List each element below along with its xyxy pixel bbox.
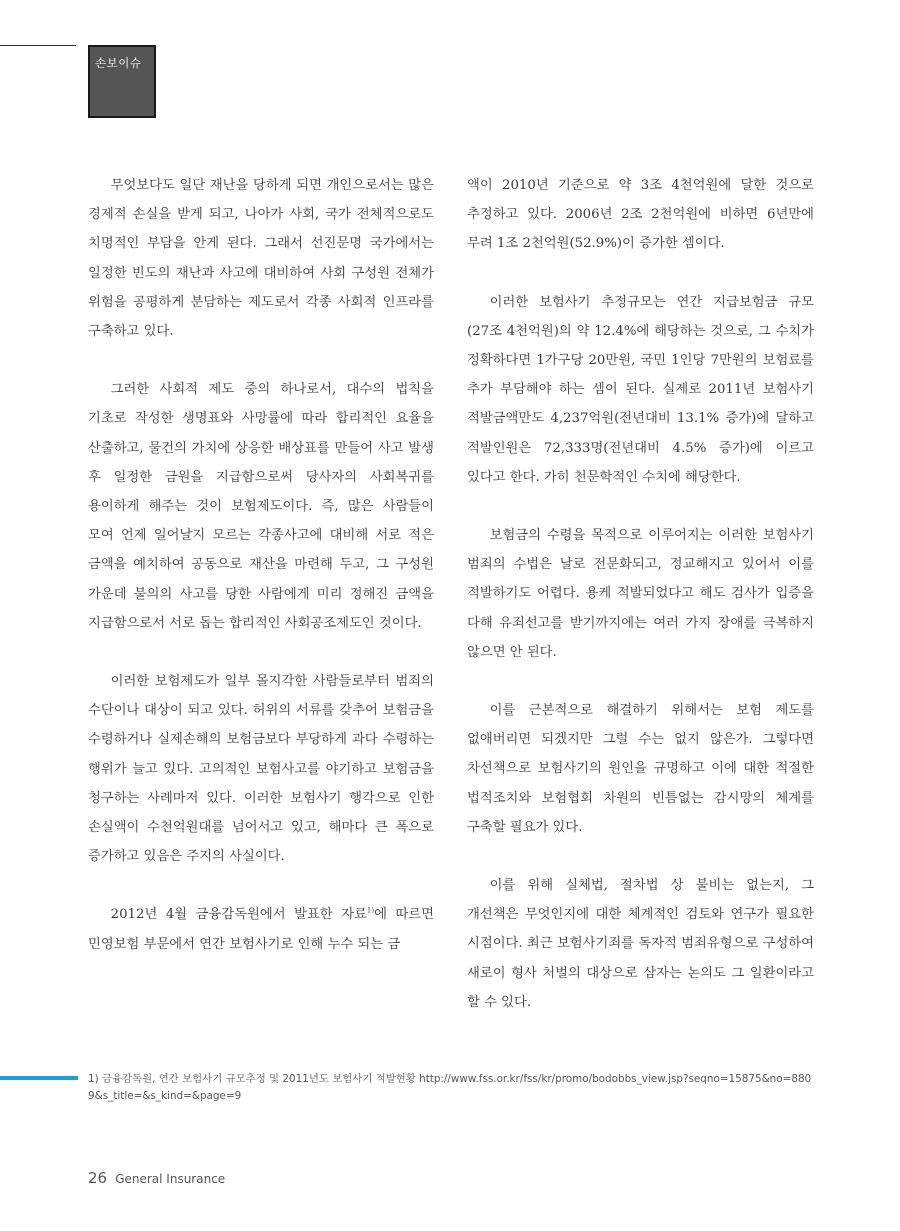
body-paragraph: 그러한 사회적 제도 중의 하나로서, 대수의 법칙을 기초로 작성한 생명표와 사망률에 따라 합리적인 요율을 산출하고, 물건의 가치에 상응한 배상표를 만들어 사고 발생 후 일정한 금원을 지급함으로써 당사자의 사회복귀를 용이하게 해주는 것이 보험제도이다. 즉, 많은 사람들이 모여 언제 일어날지 모르는 각종사고에 대비해 서로 적은 금액을 예치하여 공동으로 재산을 마련해 두고, 그 구성원 가운데 불의의 사고를 당한 사람에게 미리 정해진 금액을 지급함으로서 서로 돕는 합리적인 사회공조제도인 것이다. <box>88 382 434 631</box>
body-paragraph <box>88 900 434 958</box>
section-tag <box>88 45 156 118</box>
paragraph-text: 2012년 4월 금융감독원에서 발표한 자료 <box>110 907 367 923</box>
body-paragraph: 무엇보다도 일단 재난을 당하게 되면 개인으로서는 많은 경제적 손실을 받게 되고, 나아가 사회, 국가 전체적으로도 치명적인 부담을 안게 된다. 그래서 선진문명 국가에서는 일정한 빈도의 재난과 사고에 대비하여 사회 구성원 전체가 위험을 공평하게 분담하는 제도로서 각종 사회적 인프라를 구축하고 있다. <box>88 178 434 340</box>
publication-name: General Insurance <box>115 1172 226 1186</box>
top-rule <box>0 45 76 46</box>
paragraph-text: 에 따르면 민영보험 부문에서 연간 보험사기로 인해 누수 되는 금 <box>88 907 434 952</box>
body-paragraph: 이러한 보험제도가 일부 몰지각한 사람들로부터 범죄의 수단이나 대상이 되고 있다. 허위의 서류를 갖추어 보험금을 수령하거나 실제손해의 보험금보다 부당하게 과다 수령하는 행위가 늘고 있다. 고의적인 보험사고를 야기하고 보험금을 청구하는 사례마저 있다. 이러한 보험사기 행각으로 인한 손실액이 수천억원대를 넘어서고 있고, 해마다 큰 폭으로 증가하고 있음은 주지의 사실이다. <box>88 674 434 865</box>
footnote: 1) 금융감독원, 연간 보험사기 규모추정 및 2011년도 보험사기 적발현황 http://www.fss.or.kr/fss/kr/promo/bodobbs_view.jsp?seqno=15875&no=8809&s_title=&s_kind=&page=9 <box>88 1073 812 1102</box>
footnote-accent-bar <box>0 1076 78 1080</box>
section-tag-label: 손보이슈 <box>95 56 142 70</box>
body-paragraph: 이러한 보험사기 추정규모는 연간 지급보험금 규모(27조 4천억원)의 약 12.4%에 해당하는 것으로, 그 수치가 정확하다면 1가구당 20만원, 국민 1인당 7만원의 보험료를 추가 부담해야 하는 셈이 된다. 실제로 2011년 보험사기 적발금액만도 4,237억원(전년대비 13.1% 증가)에 달하고 적발인원은 72,333명(전년대비 4.5% 증가)에 이르고 있다고 한다. 가히 천문학적인 수치에 해당한다. <box>467 294 814 485</box>
page-footer <box>88 1168 225 1187</box>
body-paragraph: 보험금의 수령을 목적으로 이루어지는 이러한 보험사기 범죄의 수법은 날로 전문화되고, 정교해지고 있어서 이를 적발하기도 어렵다. 용케 적발되었다고 해도 검사가 입증을 다해 유죄선고를 받기까지에는 여러 가지 장애를 극복하지 않으면 안 된다. <box>467 528 814 660</box>
body-paragraph: 액이 2010년 기준으로 약 3조 4천억원에 달한 것으로 추정하고 있다. 2006년 2조 2천억원에 비하면 6년만에 무려 1조 2천억원(52.9%)이 증가한 셈이다. <box>467 178 814 252</box>
right-column <box>467 171 814 1017</box>
page-number: 26 <box>88 1169 108 1187</box>
left-column <box>88 171 434 959</box>
footnote-reference: 1) <box>366 907 375 916</box>
body-paragraph: 이를 위해 실체법, 절차법 상 불비는 없는지, 그 개선책은 무엇인지에 대한 체계적인 검토와 연구가 필요한 시점이다. 최근 보험사기죄를 독자적 범죄유형으로 구성하여 새로이 형사 처벌의 대상으로 삼자는 논의도 그 일환이라고 할 수 있다. <box>467 878 814 1010</box>
body-paragraph: 이를 근본적으로 해결하기 위해서는 보험 제도를 없애버리면 되겠지만 그럴 수는 없지 않은가. 그렇다면 차선책으로 보험사기의 원인을 규명하고 이에 대한 적절한 법적조치와 보험협회 차원의 빈틈없는 감시망의 체계를 구축할 필요가 있다. <box>467 703 814 835</box>
